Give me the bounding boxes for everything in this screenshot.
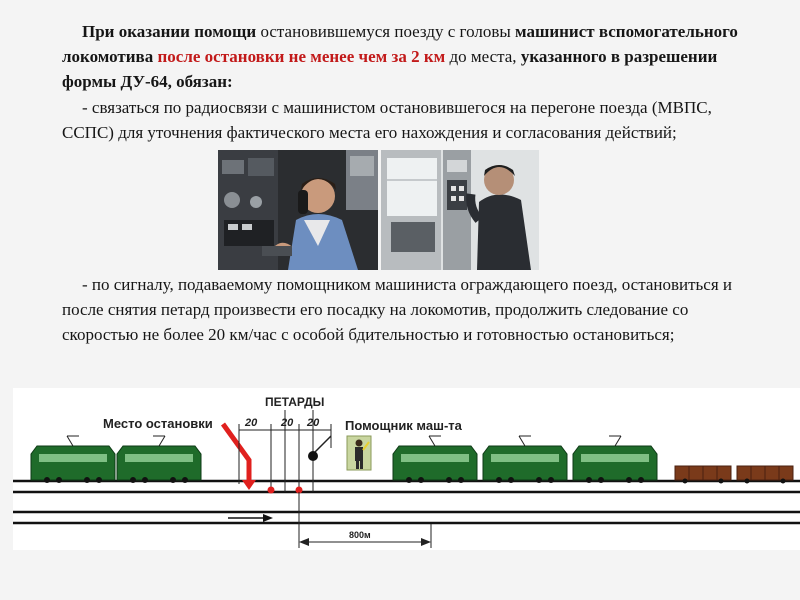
distance-label: 800м — [349, 530, 371, 540]
intro-bold-3: указанного в разрешении формы ДУ-64, обязан: — [62, 47, 718, 91]
photo-driver-radio — [218, 150, 378, 270]
intro-text-1: остановившемуся поезду с головы — [256, 22, 516, 41]
intro-bold-1: При оказании помощи — [82, 22, 257, 41]
photo-driver-cab — [381, 150, 539, 270]
assistant-label: Помощник маш-та — [345, 418, 462, 433]
spacing-label-3: 20 — [307, 417, 320, 429]
stop-place-label: Место остановки — [103, 416, 213, 431]
intro-text-2: до места, — [445, 47, 521, 66]
signal-post — [308, 436, 331, 461]
instruction-stop-and-board: - по сигналу, подаваемому помощником машиниста ограждающего поезд, остановиться и после снятия петард произвести его посадку на локомотив, продолжить следование со скоростью не более 20 км/час с особой бдительностью и готовностью остановиться; — [62, 275, 733, 344]
petards-label: ПЕТАРДЫ — [265, 395, 325, 409]
spacing-label-1: 20 — [245, 417, 258, 429]
instruction-intro — [62, 19, 752, 94]
assistant-figure — [347, 436, 371, 470]
spacing-label-2: 20 — [281, 417, 294, 429]
stopped-train-locomotive — [393, 436, 657, 483]
petard-marker — [268, 487, 275, 494]
direction-arrow — [228, 514, 273, 522]
instruction-radio-contact: - связаться по радиосвязи с машинистом остановившегося на перегоне поезда (МВПС, ССПС) для уточнения фактического места его нахождения и согласования действий; — [62, 98, 712, 142]
protection-scheme-diagram — [13, 388, 800, 550]
auxiliary-locomotive — [31, 436, 201, 483]
intro-bold-2: машинист вспомогательного локомотива — [62, 22, 738, 66]
intro-red-emphasis: после остановки не менее чем за 2 км — [153, 47, 446, 66]
tracks — [13, 481, 800, 523]
